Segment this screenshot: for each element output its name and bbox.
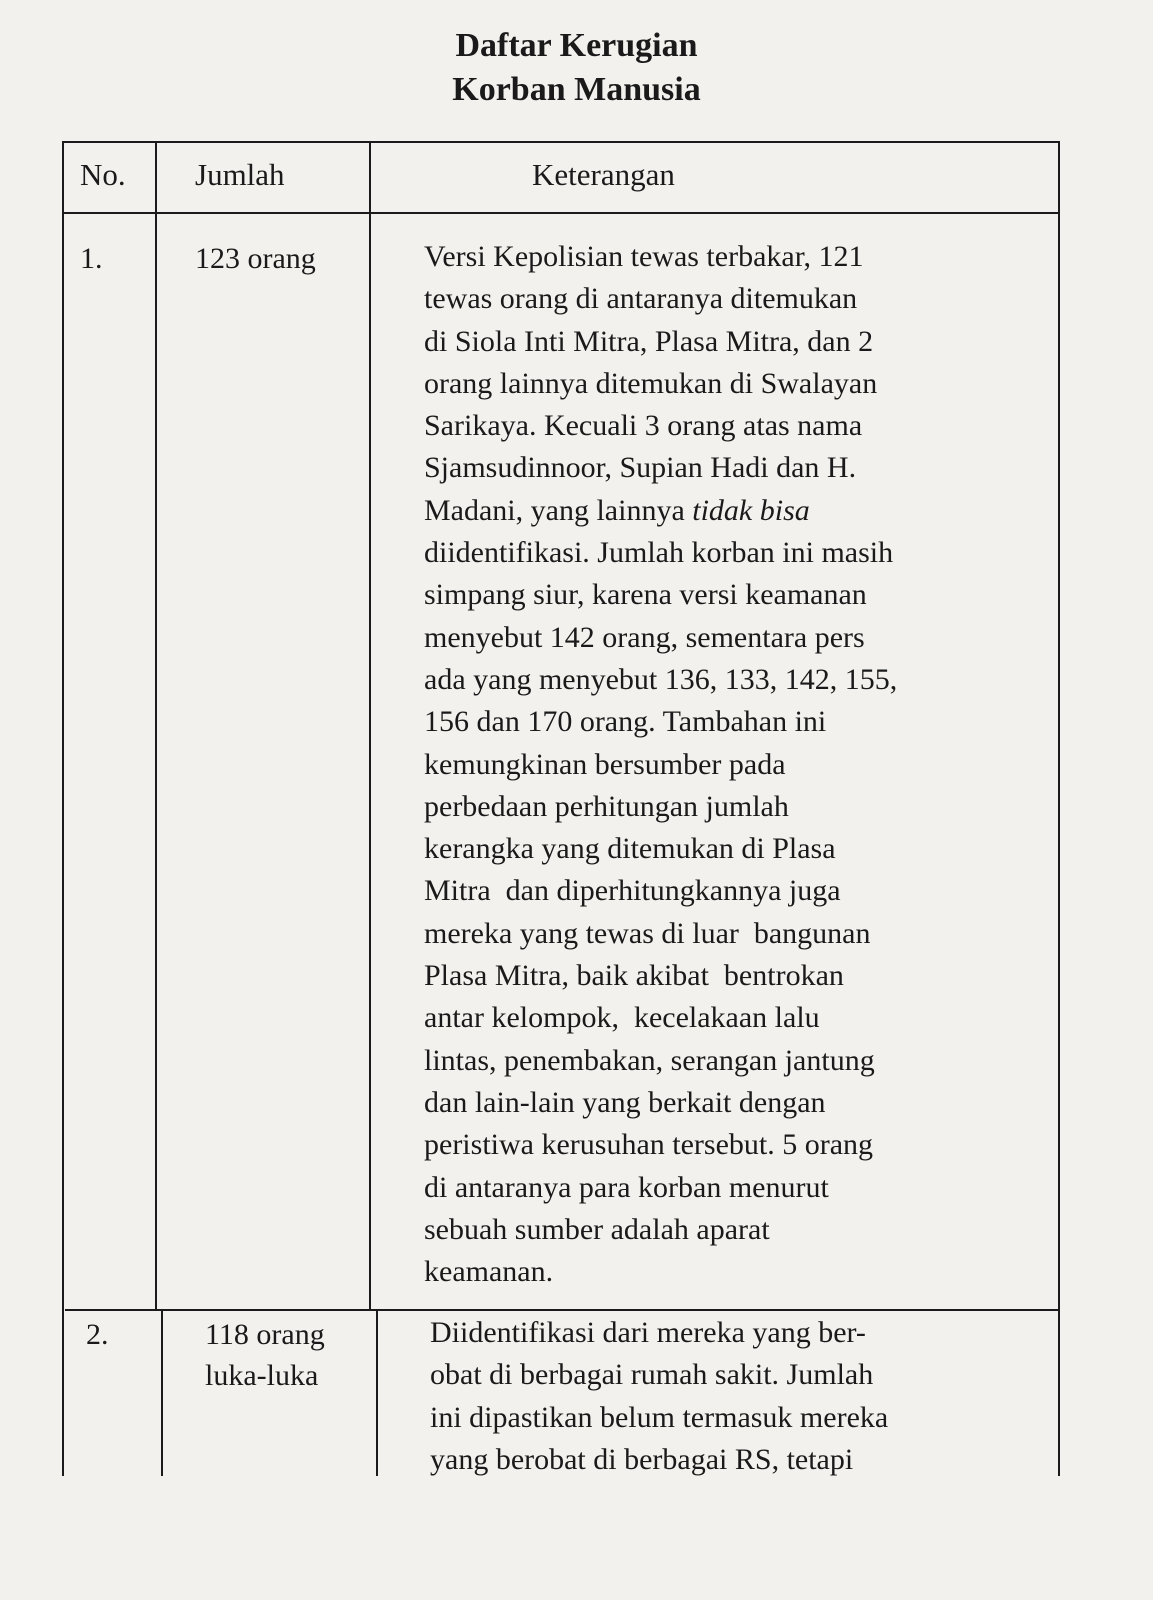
- column-divider-jumlah-keterangan-row2: [376, 1309, 378, 1476]
- keterangan-line: yang berobat di berbagai RS, tetapi: [430, 1442, 854, 1476]
- keterangan-line: menyebut 142 orang, sementara pers: [424, 620, 865, 654]
- keterangan-line: ada yang menyebut 136, 133, 142, 155,: [424, 662, 898, 696]
- keterangan-line: Mitra dan diperhitungkannya juga: [424, 874, 841, 908]
- row-number: 1.: [80, 242, 103, 275]
- keterangan-line: dan lain-lain yang berkait dengan: [424, 1085, 826, 1119]
- row-jumlah: 123 orang: [195, 242, 316, 275]
- header-bottom-border: [62, 212, 1060, 214]
- row-number: 2.: [86, 1318, 109, 1351]
- row-jumlah-line: 118 orang: [205, 1318, 325, 1351]
- header-jumlah: Jumlah: [195, 157, 285, 192]
- keterangan-line: [424, 490, 897, 532]
- column-divider-jumlah-keterangan: [369, 141, 371, 1309]
- keterangan-line: sebuah sumber adalah aparat: [424, 1212, 770, 1246]
- keterangan-line: simpang siur, karena versi keamanan: [424, 578, 867, 612]
- row-separator: [65, 1309, 1060, 1311]
- keterangan-line: 156 dan 170 orang. Tambahan ini: [424, 705, 827, 739]
- keterangan-line: peristiwa kerusuhan tersebut. 5 orang: [424, 1128, 874, 1162]
- keterangan-line-text: Madani, yang lainnya: [424, 493, 693, 527]
- keterangan-line: lintas, penembakan, serangan jantung: [424, 1043, 875, 1077]
- keterangan-line: mereka yang tewas di luar bangunan: [424, 916, 871, 950]
- header-no: No.: [80, 157, 126, 192]
- document-title-line-1: Daftar Kerugian: [455, 27, 698, 64]
- table-left-border: [62, 141, 64, 1476]
- keterangan-line: keamanan.: [424, 1255, 554, 1289]
- keterangan-line: tewas orang di antaranya ditemukan: [424, 282, 858, 316]
- keterangan-line: obat di berbagai rumah sakit. Jumlah: [430, 1358, 874, 1392]
- table-top-border: [62, 141, 1060, 143]
- row-jumlah-line: luka-luka: [205, 1359, 319, 1392]
- column-divider-no-jumlah-row2: [161, 1309, 163, 1476]
- italic-phrase: tidak bisa: [692, 493, 810, 527]
- keterangan-line: ini dipastikan belum termasuk mereka: [430, 1400, 889, 1434]
- keterangan-line: Plasa Mitra, baik akibat bentrokan: [424, 959, 844, 993]
- row-keterangan: [430, 1312, 888, 1481]
- table-right-border: [1058, 141, 1060, 1476]
- keterangan-line: diidentifikasi. Jumlah korban ini masih: [424, 536, 894, 570]
- keterangan-line: orang lainnya ditemukan di Swalayan: [424, 366, 878, 400]
- keterangan-line: Sjamsudinnoor, Supian Hadi dan H.: [424, 451, 857, 485]
- keterangan-line: kerangka yang ditemukan di Plasa: [424, 832, 836, 866]
- header-keterangan: Keterangan: [532, 157, 675, 192]
- row-keterangan: [424, 236, 897, 1293]
- keterangan-line: antar kelompok, kecelakaan lalu: [424, 1001, 820, 1035]
- column-divider-no-jumlah: [155, 141, 157, 1309]
- keterangan-line: Versi Kepolisian tewas terbakar, 121: [424, 240, 864, 273]
- keterangan-line: kemungkinan bersumber pada: [424, 747, 786, 781]
- keterangan-line: di antaranya para korban menurut: [424, 1170, 829, 1204]
- keterangan-line: Diidentifikasi dari mereka yang ber-: [430, 1316, 866, 1349]
- document-title-line-2: Korban Manusia: [452, 71, 701, 108]
- keterangan-line: perbedaan perhitungan jumlah: [424, 789, 789, 823]
- keterangan-line: Sarikaya. Kecuali 3 orang atas nama: [424, 409, 863, 443]
- keterangan-line: di Siola Inti Mitra, Plasa Mitra, dan 2: [424, 324, 874, 358]
